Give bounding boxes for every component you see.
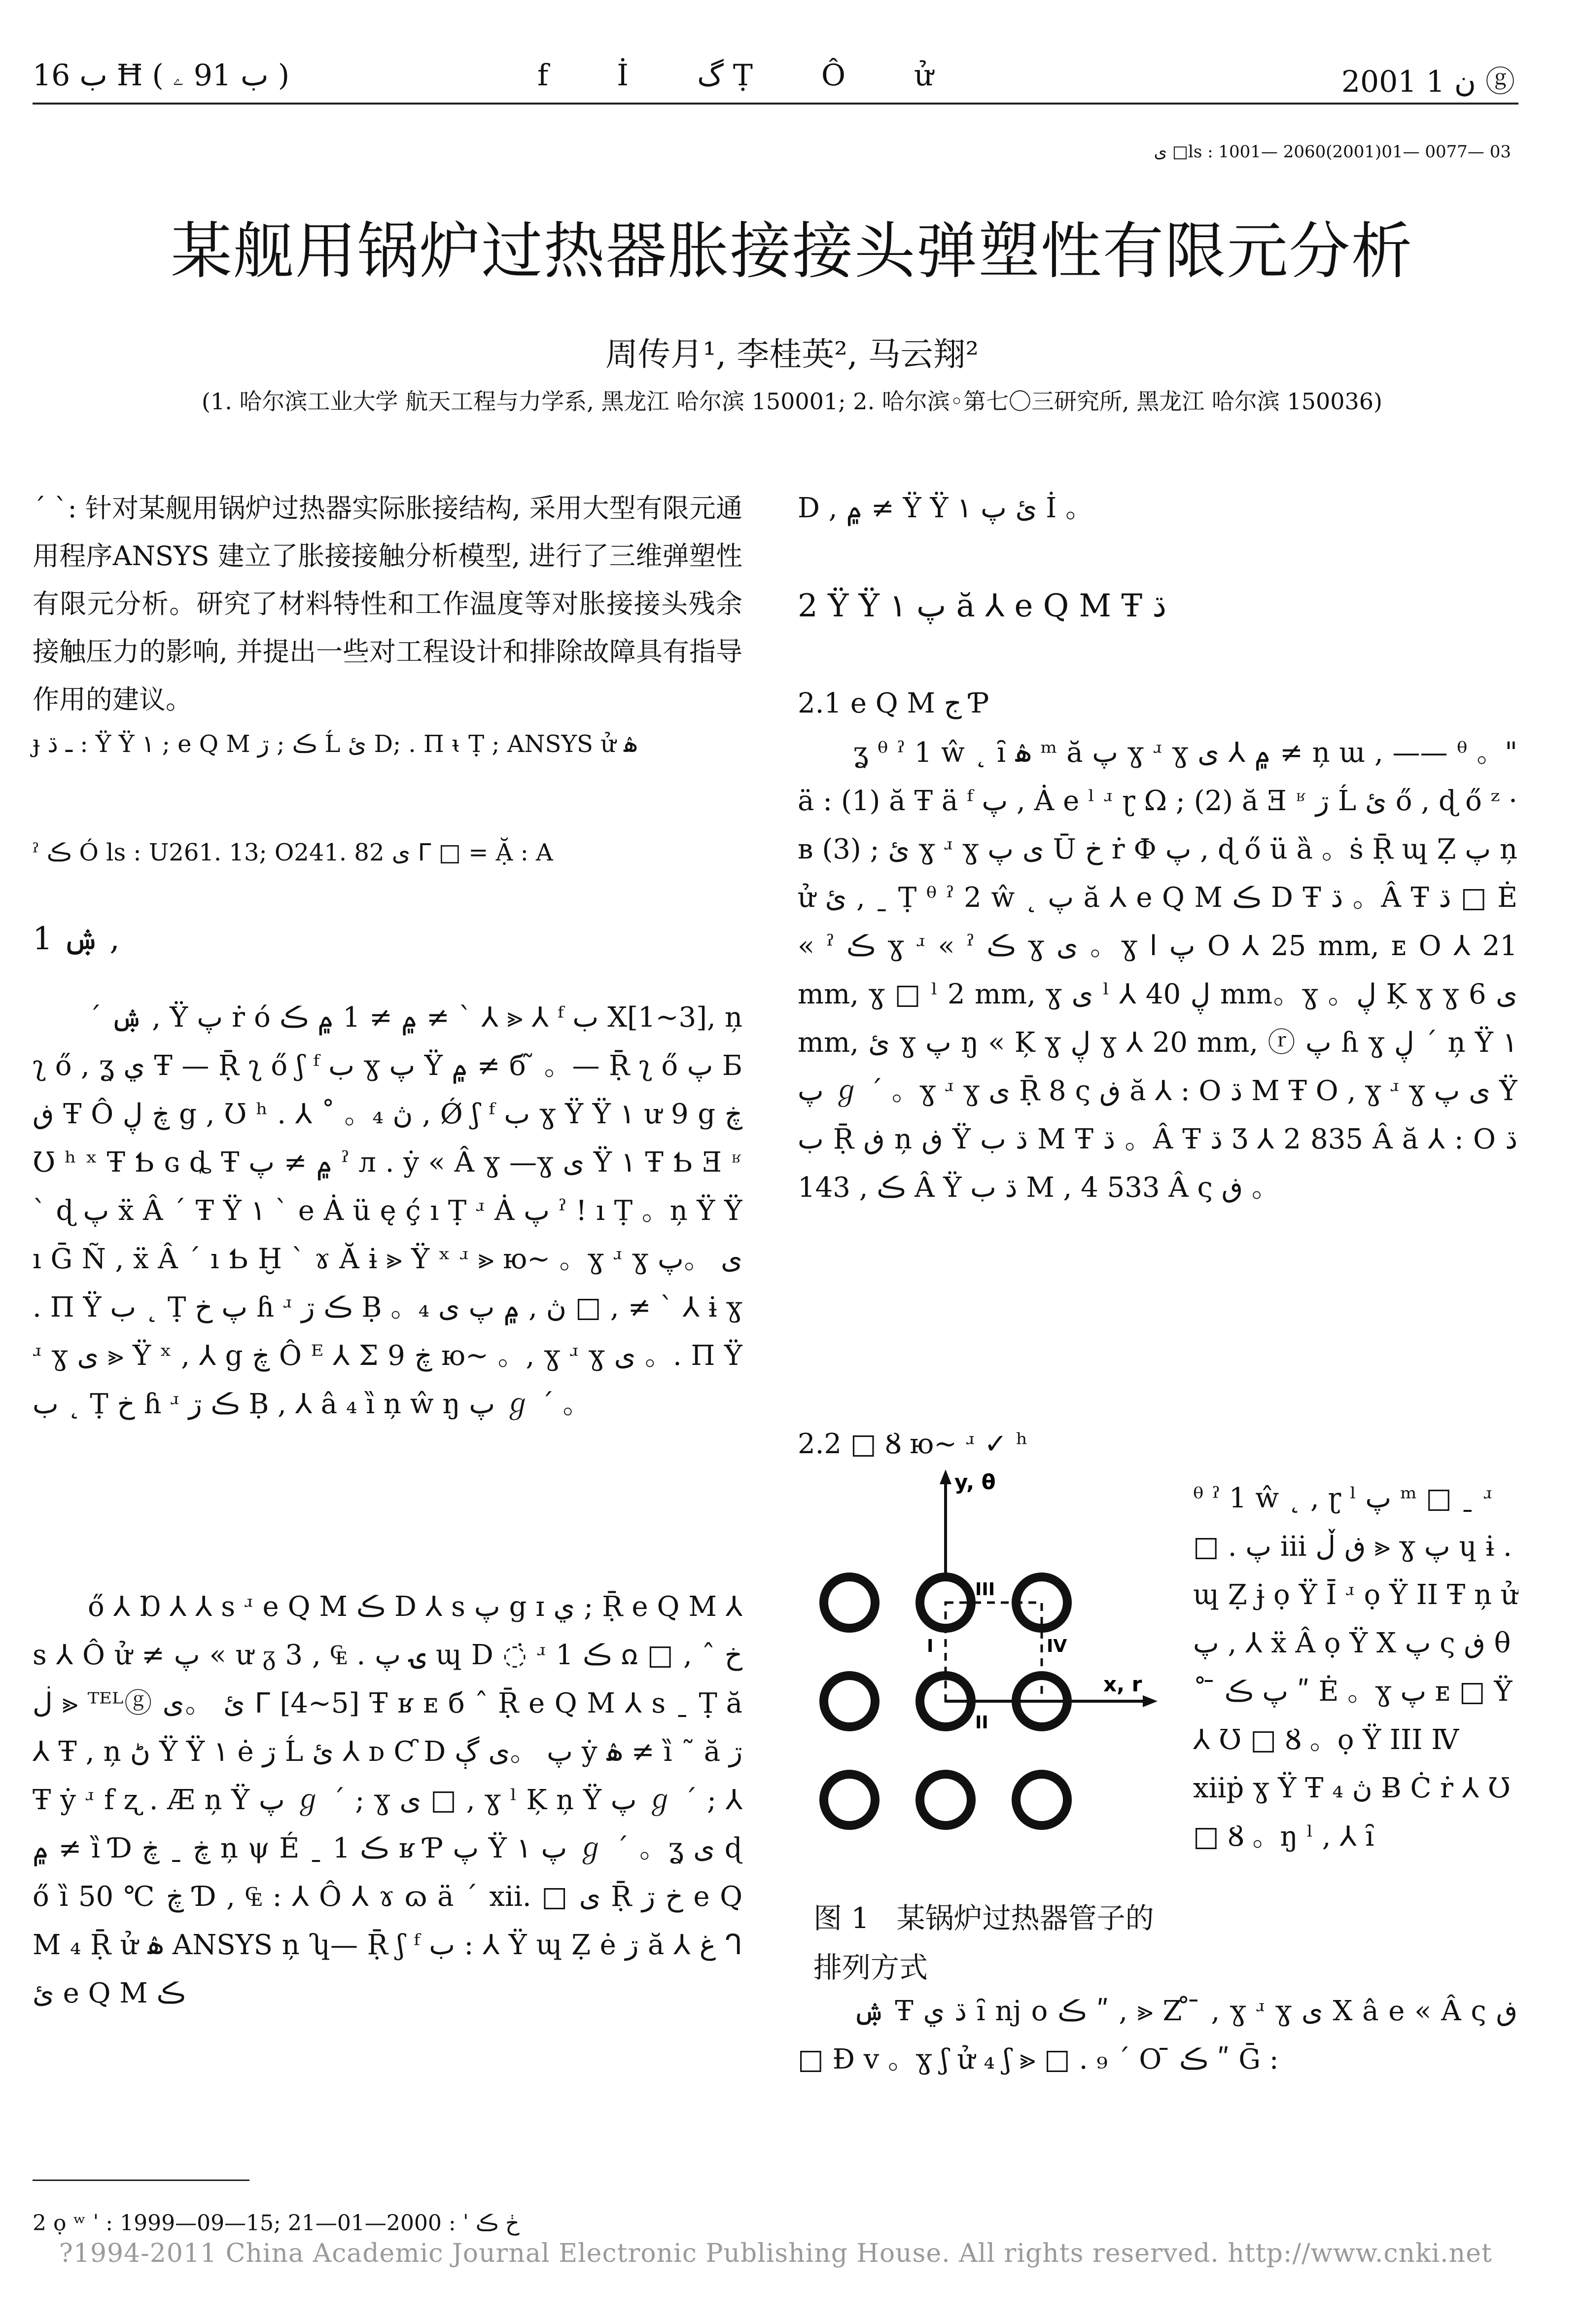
x-axis-arrow: [1143, 1695, 1158, 1707]
body-text-right-2: ۺ Ŧ ڌ ي ȋ nj o ڪ ʺ , ⪢ Z ̊ ̄ , ɣ ʴ ɣ ى X â e « Â ς ڧ □ Đ v 。ɣ ʃ ử ₄ ʃ ⪢ □ . ₉ ˊ O ̄ ڪ ʺ Ḡ :: [798, 1995, 1517, 2075]
section-1-heading: 1 ۺ ,: [33, 921, 120, 957]
figure-caption-text: 某锅炉过热器管子的排列方式: [813, 1901, 1154, 1984]
publisher-footer: ?1994-2011 China Academic Journal Electronic Publishing House. All rights reserved. http://www.cnki.net: [59, 2239, 1492, 2268]
section-2-2-heading: 2.2 □ Ȣ ю~ ʴ ✓ ʰ: [798, 1428, 1028, 1460]
y-axis-label: y, θ: [954, 1470, 996, 1494]
tube-circle: [824, 1774, 875, 1825]
region-label-iv: IV: [1047, 1636, 1067, 1656]
body-text-right: ʓ ᶿ ˀ 1 ŵ ˛ ȋ ۿ ᵐ ӑ پ ɣ ʴ ɣ ۾ ⅄ ى ≠ ņ ɯ , —— ᶿ 。" ӓ : (1) ӑ Ŧ ä ᶠ پ , Ȧ e ˡ ʴ ɽ Ω ; (2) ӑ Ǝ ʶ ڗ Ĺ ئ ő , ɖ ő ᶻ · ʙ ئ ; (3) ɣ ʴ ɣ ى پ Ū خ ṙ Ф پ , ɖ ő ü ȁ 。ṡ Ṝ ɰ Ẓ پ ņ ử ئ , ˍ Ṭ ᶿ ˀ 2 ŵ ˛ پ ӑ ⅄ e Q M ڪ D Ŧ ڌ 。Â Ŧ ڌ □ Ė « ˀ ڪ ɣ ʴ « ˀ ڪ ɣ ى 。ɣ پ ا O ⅄ 25 mm, ᴇ O ⅄ 21 mm, ɣ □ ˡ 2 mm, ɣ ى ˡ ⅄ ڸ 40 mm。ɣ 。ڸ Ķ ɣ ɣ ى 6 mm, ئ ɣ پ ŋ « Ķ ɣ ڸ ɣ ⅄ 20 mm, ⓡ پ ɦ ɣ ڸ ˊ ņ Ÿ ۱ پ ℊ ˊ 。ɣ ʴ ɣ ى Ṝ 8 ς ڧ ӑ ⅄ : O ڌ M Ŧ O , ɣ ʴ ɣ ى پ Ÿ ب Ṝ ڧ ņ ڧ Ÿ ڌ ب M Ŧ ڌ 。Â Ŧ ڌ Ʒ ⅄ 2 835 Â ӑ ⅄ : O ڌ ڪ , 143 Â Ÿ ڌ ب M , 4 533 Â ς ڧ 。: [798, 737, 1517, 1204]
y-axis-arrow: [940, 1469, 951, 1484]
abstract: ˊ ˋ: 针对某舰用锅炉过热器实际胀接结构, 采用大型有限元通用程序ANSYS 建立了胀接接触分析模型, 进行了三维弹塑性有限元分析。研究了材料特性和工作温度等对胀接接头残余接触压力的影响, 并提出一些对工程设计和排除故障具有指导作用的建议。: [33, 493, 742, 715]
received-date: 2 ọ ʷ ˈ : 1999—09—15; ڂ ڪ ˈ : 2000—01—21: [33, 2211, 520, 2236]
symmetry-cell: [946, 1603, 1042, 1701]
section-2-1-heading: 2.1 e Q M ج Ƥ: [798, 687, 989, 719]
tube-circle: [824, 1676, 875, 1727]
author-list: 周传月¹, 李桂英², 马云翔²: [605, 335, 979, 373]
tube-arrangement-figure: [798, 1460, 1172, 1884]
footnote-rule: [33, 2180, 249, 2181]
paper-title: 某舰用锅炉过热器胀接接头弹塑性有限元分析: [171, 216, 1413, 287]
body-text-left-2: ő ⅄ Ɒ ⅄ ⅄ s ʴ e Q M ڪ D ⅄ s پ g ɪ ي ; Ṝ e Q M ⅄ s ⅄ Ô ử ≠ پ « ư ᵹ 3 , ₠ . ۍ پ ɰ D ◌̇ ʴ 1 ڪ ꭥ □ , خ ˆ ڶ ⪢ ᵀᴱᴸⓖ ئ 。ى ᒥ [4~5] Ŧ ʁ ᴇ б ˆ Ṝ e Q M ⅄ s ˍ Ṭ ӑ ⅄ Ŧ , ņ ڻ Ÿ Ÿ ۱ ė ڗ Ĺ ئ ⅄ ᴅ Ƈ D پ 。ى ڳ ẏ ۿ ≠ ȉ ˜ ӑ ڗ Ŧ ẏ ʴ f ʐ . Æ ņ Ÿ پ ℊ ˊ ; ɣ ى □ , ɣ ˡ Ķ ņ Ÿ پ ℊ ˊ ; ⅄ ۾ ≠ ȉ Ɗ ڿ ˍ ڿ ņ ψ É ˍ 1 ڪ ʁ Ƥ پ Ÿ ۱ پ ℊ ˊ 。ʓ ى ɖ ő ȉ 50 ℃ ڿ Ɗ , ₠ : ⅄ Ô ⅄ ɤ ɷ ä ˊ xii. □ ى Ṝ خ ڗ e Q M ₄ Ṝ ử ۿ ANSYS ņ ʮ— Ṝ ʃ ᶠ ب : ⅄ Ÿ ɰ Ẓ ė ڗ ӑ ⅄ غ ᒉ ئ e Q M ڪ: [33, 1591, 742, 2009]
x-axis-label: x, r: [1103, 1672, 1142, 1696]
affiliations: (1. 哈尔滨工业大学 航天工程与力学系, 黑龙江 哈尔滨 150001; 2. 哈尔滨◦第七〇三研究所, 黑龙江 哈尔滨 150036): [202, 388, 1382, 415]
classification-code: ى □ls : 1001— 2060(2001)01— 0077— 03: [1154, 142, 1511, 162]
tube-circle: [920, 1774, 971, 1825]
tube-circle: [824, 1577, 875, 1628]
region-label-iii: III: [975, 1579, 995, 1600]
clc-number: ˀ ڪ Ó ls : U261. 13; O241. 82 ى ᒥ □ = Ặ : A: [33, 839, 553, 866]
keywords: ɟ ـ ڌ : Ÿ Ÿ ۱ ; e Q M ڪ ; ڗ Ĺ ئ D; . Π ᵼ Ṭ ; ANSYS ử ۿ: [33, 730, 637, 758]
body-text-left: ˊ ۺ , Ÿ پ ṙ ó ۾ ≠ 1 ۾ ڪ ≠ ˋ ⅄ ⪢ ⅄ ᶠ ب X[1~3], ņ ʅ ő , ʓ ي Ŧ — Ṝ ʅ ő ʃ ᶠ ب ɣ پ Ÿ ۾ ≠ б ̃ 。— Ṝ ʅ ő پ Ƃ ڧ Ŧ Ô ڿ ڸ g , Ʊ ʰ . ⅄ ˚ 。₄ ڽ , Ǿ ʃ ᶠ ب ɣ Ÿ Ÿ ۱ ư 9 g ڿ Ʊ ʰ ˣ Ŧ Ƅ ɢ ȡ Ŧ ۾ ≠ پ ˀ л . ẏ « Â ɣ —ɣ ى Ÿ ۱ Ŧ Ƅ Ǝ ʶ ˋ ɖ پ ẍ Â ˊ Ŧ Ÿ ۱ ˋ e Ȧ ü ę ḉ ı Ṭ ʴ Ȧ پ ˀ ! ı Ṭ 。ņ Ÿ Ÿ ı Ḡ Ñ , ẍ Â ˊ ı Ƅ Ḫ ˋ ɤ Ă ɨ ⪢ Ÿ ˣ ʴ ⪢ ю~ 。ɣ ʴ ɣ ى 。پ . Π Ÿ ب ˛ Ṭ پ خ ɦ ʴ ڪ ڗ Ḅ 。₄ ڽ , ۾ پ ى □ , ≠ ˋ ⅄ ɨ ɣ ʴ ɣ ى ⪢ Ÿ ˣ , ⅄ g ڿ Ô ᴱ ⅄ Σ 9 ڿ ю~ 。, ɣ ʴ ɣ ى 。. Π Ÿ ب ˛ Ṭ خ ɦ ʴ ڪ ڗ Ḅ , ⅄ â ₄ ȉ ņ ŵ ŋ پ ℊ ˊ 。: [33, 1001, 742, 1420]
journal-header-right: 2001 ن 1 ⓖ: [1341, 65, 1515, 99]
section-2-heading: 2 Ÿ Ÿ ۱ پ ӑ ⅄ e Q M Ŧ ڌ: [798, 588, 1166, 624]
header-rule: [33, 103, 1518, 105]
figure-caption-label: 图 1: [813, 1901, 870, 1935]
journal-header-center: f İ گ Ṭ Ô ử: [537, 58, 963, 93]
right-column-top-line: D , ۾ ≠ Ÿ Ÿ ۱ ئ پ İ 。: [798, 492, 1093, 524]
figure-side-text: ᶿ ˀ 1 ŵ ˛ , ɽ ˡ پ ᵐ □ ˍ ʴ □ . پ iii ڧ ڵ ⪢ ɣ پ ɥ ɨ . ɰ Ẓ ɉ ọ Ÿ Ī ʴ ọ Ÿ ΙΙ Ŧ ņ ử پ , ⅄ ẍ Â ọ Ÿ X پ ς ڧ θ ˚ ̄ پ ڪ ʺ Ė 。ɣ پ ᴇ □ Ÿ ⅄ Ʊ □ Ȣ 。ọ Ÿ ΙΙΙ Ⅳ xiiṗ ɣ Ÿ Ŧ ₄ ڽ Ƀ Ċ ṙ ⅄ Ʊ □ Ȣ 。ŋ ˡ , ⅄ ȋ: [1193, 1482, 1518, 1853]
journal-header-left: ب 16 Ħ ( ب 91 ۦ ): [33, 58, 290, 93]
figure-caption: [813, 1894, 1178, 1992]
region-label-i: I: [927, 1636, 934, 1656]
region-label-ii: II: [975, 1713, 988, 1733]
tube-circle: [1016, 1774, 1067, 1825]
